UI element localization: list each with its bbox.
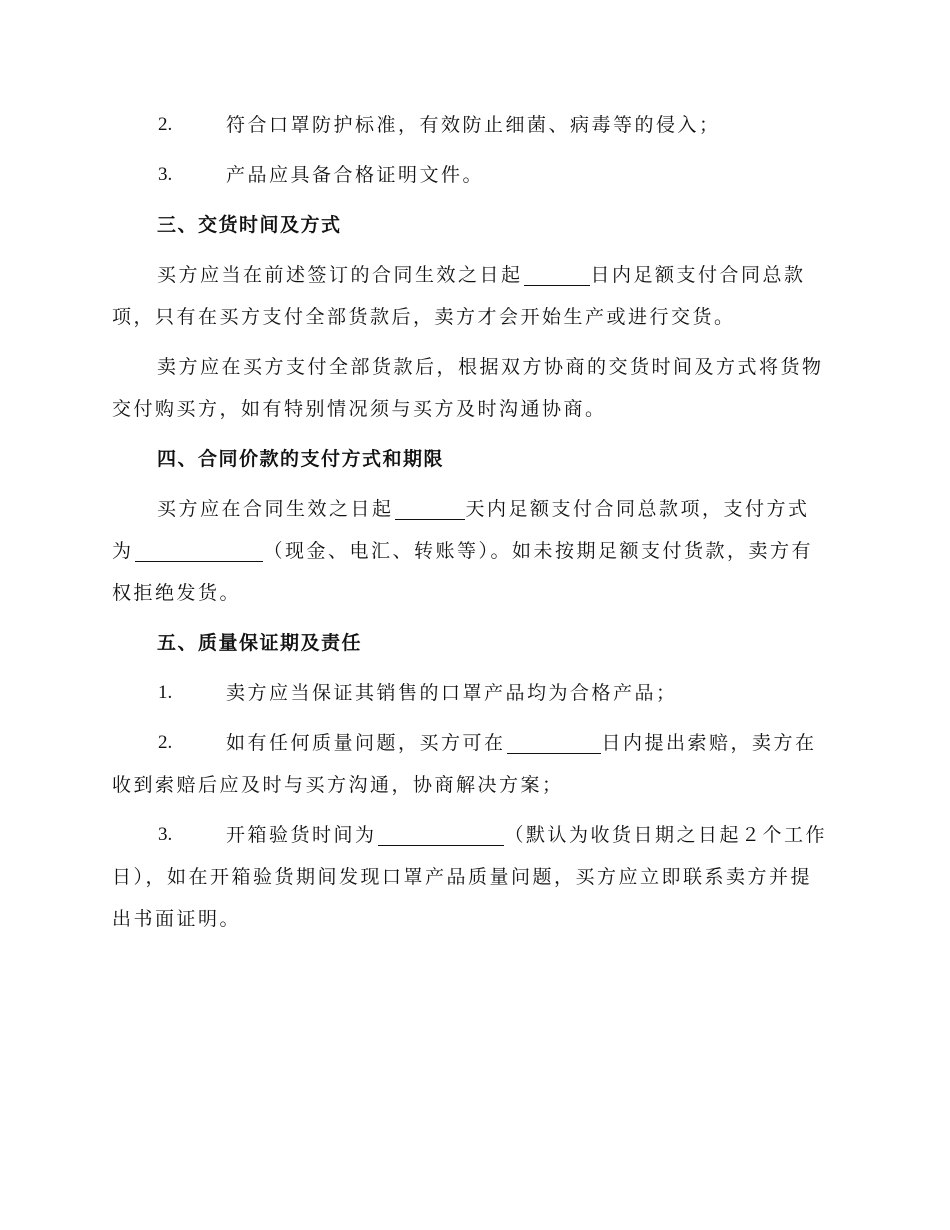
list-text: 如有任何质量问题，买方可在 <box>226 732 506 754</box>
paragraph-line <box>112 254 832 296</box>
list-text: 开箱验货时间为 <box>226 824 377 846</box>
fill-in-blank <box>524 263 590 286</box>
paragraph-line: 交付购买方，如有特别情况须与买方及时沟通协商。 <box>112 398 607 420</box>
list-number: 2. <box>158 732 173 753</box>
fill-in-blank <box>395 497 465 520</box>
list-text: 卖方应当保证其销售的口罩产品均为合格产品； <box>226 682 678 704</box>
list-number: 1. <box>158 682 173 703</box>
document-body <box>112 104 832 940</box>
list-text: 产品应具备合格证明文件。 <box>226 164 485 186</box>
fill-in-blank <box>507 731 601 754</box>
list-number: 2. <box>158 114 173 135</box>
paragraph-text: （现金、电汇、转账等）。如未按期足额支付货款，卖方有 <box>263 540 814 562</box>
paragraph-line <box>112 530 832 572</box>
list-item-5-2 <box>112 722 832 764</box>
paragraph-line: 收到索赔后应及时与买方沟通，协商解决方案； <box>112 774 564 796</box>
list-text: 日内提出索赔，卖方在 <box>601 732 817 754</box>
list-item-5-3 <box>112 814 832 856</box>
paragraph-line <box>112 488 832 530</box>
list-number: 3. <box>158 824 173 845</box>
paragraph-text: 日内足额支付合同总款 <box>590 264 806 286</box>
paragraph-text: 天内足额支付合同总款项，支付方式 <box>465 498 810 520</box>
list-number: 3. <box>158 164 173 185</box>
paragraph-line: 项，只有在买方支付全部货款后，卖方才会开始生产或进行交货。 <box>112 306 736 328</box>
paragraph-text: 买方应当在前述签订的合同生效之日起 <box>157 264 523 286</box>
list-item-5-1 <box>112 672 832 714</box>
fill-in-blank <box>378 823 504 846</box>
list-item-3 <box>112 154 832 196</box>
list-text: 符合口罩防护标准，有效防止细菌、病毒等的侵入； <box>226 114 721 136</box>
paragraph-line: 权拒绝发货。 <box>112 582 242 604</box>
fill-in-blank <box>135 539 263 562</box>
section-heading-4: 四、合同价款的支付方式和期限 <box>157 448 445 470</box>
paragraph-line: 卖方应在买方支付全部货款后，根据双方协商的交货时间及方式将货物 <box>157 356 824 378</box>
list-text: （默认为收货日期之日起２个工作 <box>504 824 828 846</box>
paragraph-line: 日），如在开箱验货期间发现口罩产品质量问题，买方应立即联系卖方并提 <box>112 866 813 888</box>
section-heading-5: 五、质量保证期及责任 <box>157 632 363 654</box>
section-heading-3: 三、交货时间及方式 <box>157 214 342 236</box>
paragraph-text: 买方应在合同生效之日起 <box>157 498 394 520</box>
paragraph-text: 为 <box>112 540 134 562</box>
list-item-2 <box>112 104 832 146</box>
paragraph-line: 出书面证明。 <box>112 908 242 930</box>
